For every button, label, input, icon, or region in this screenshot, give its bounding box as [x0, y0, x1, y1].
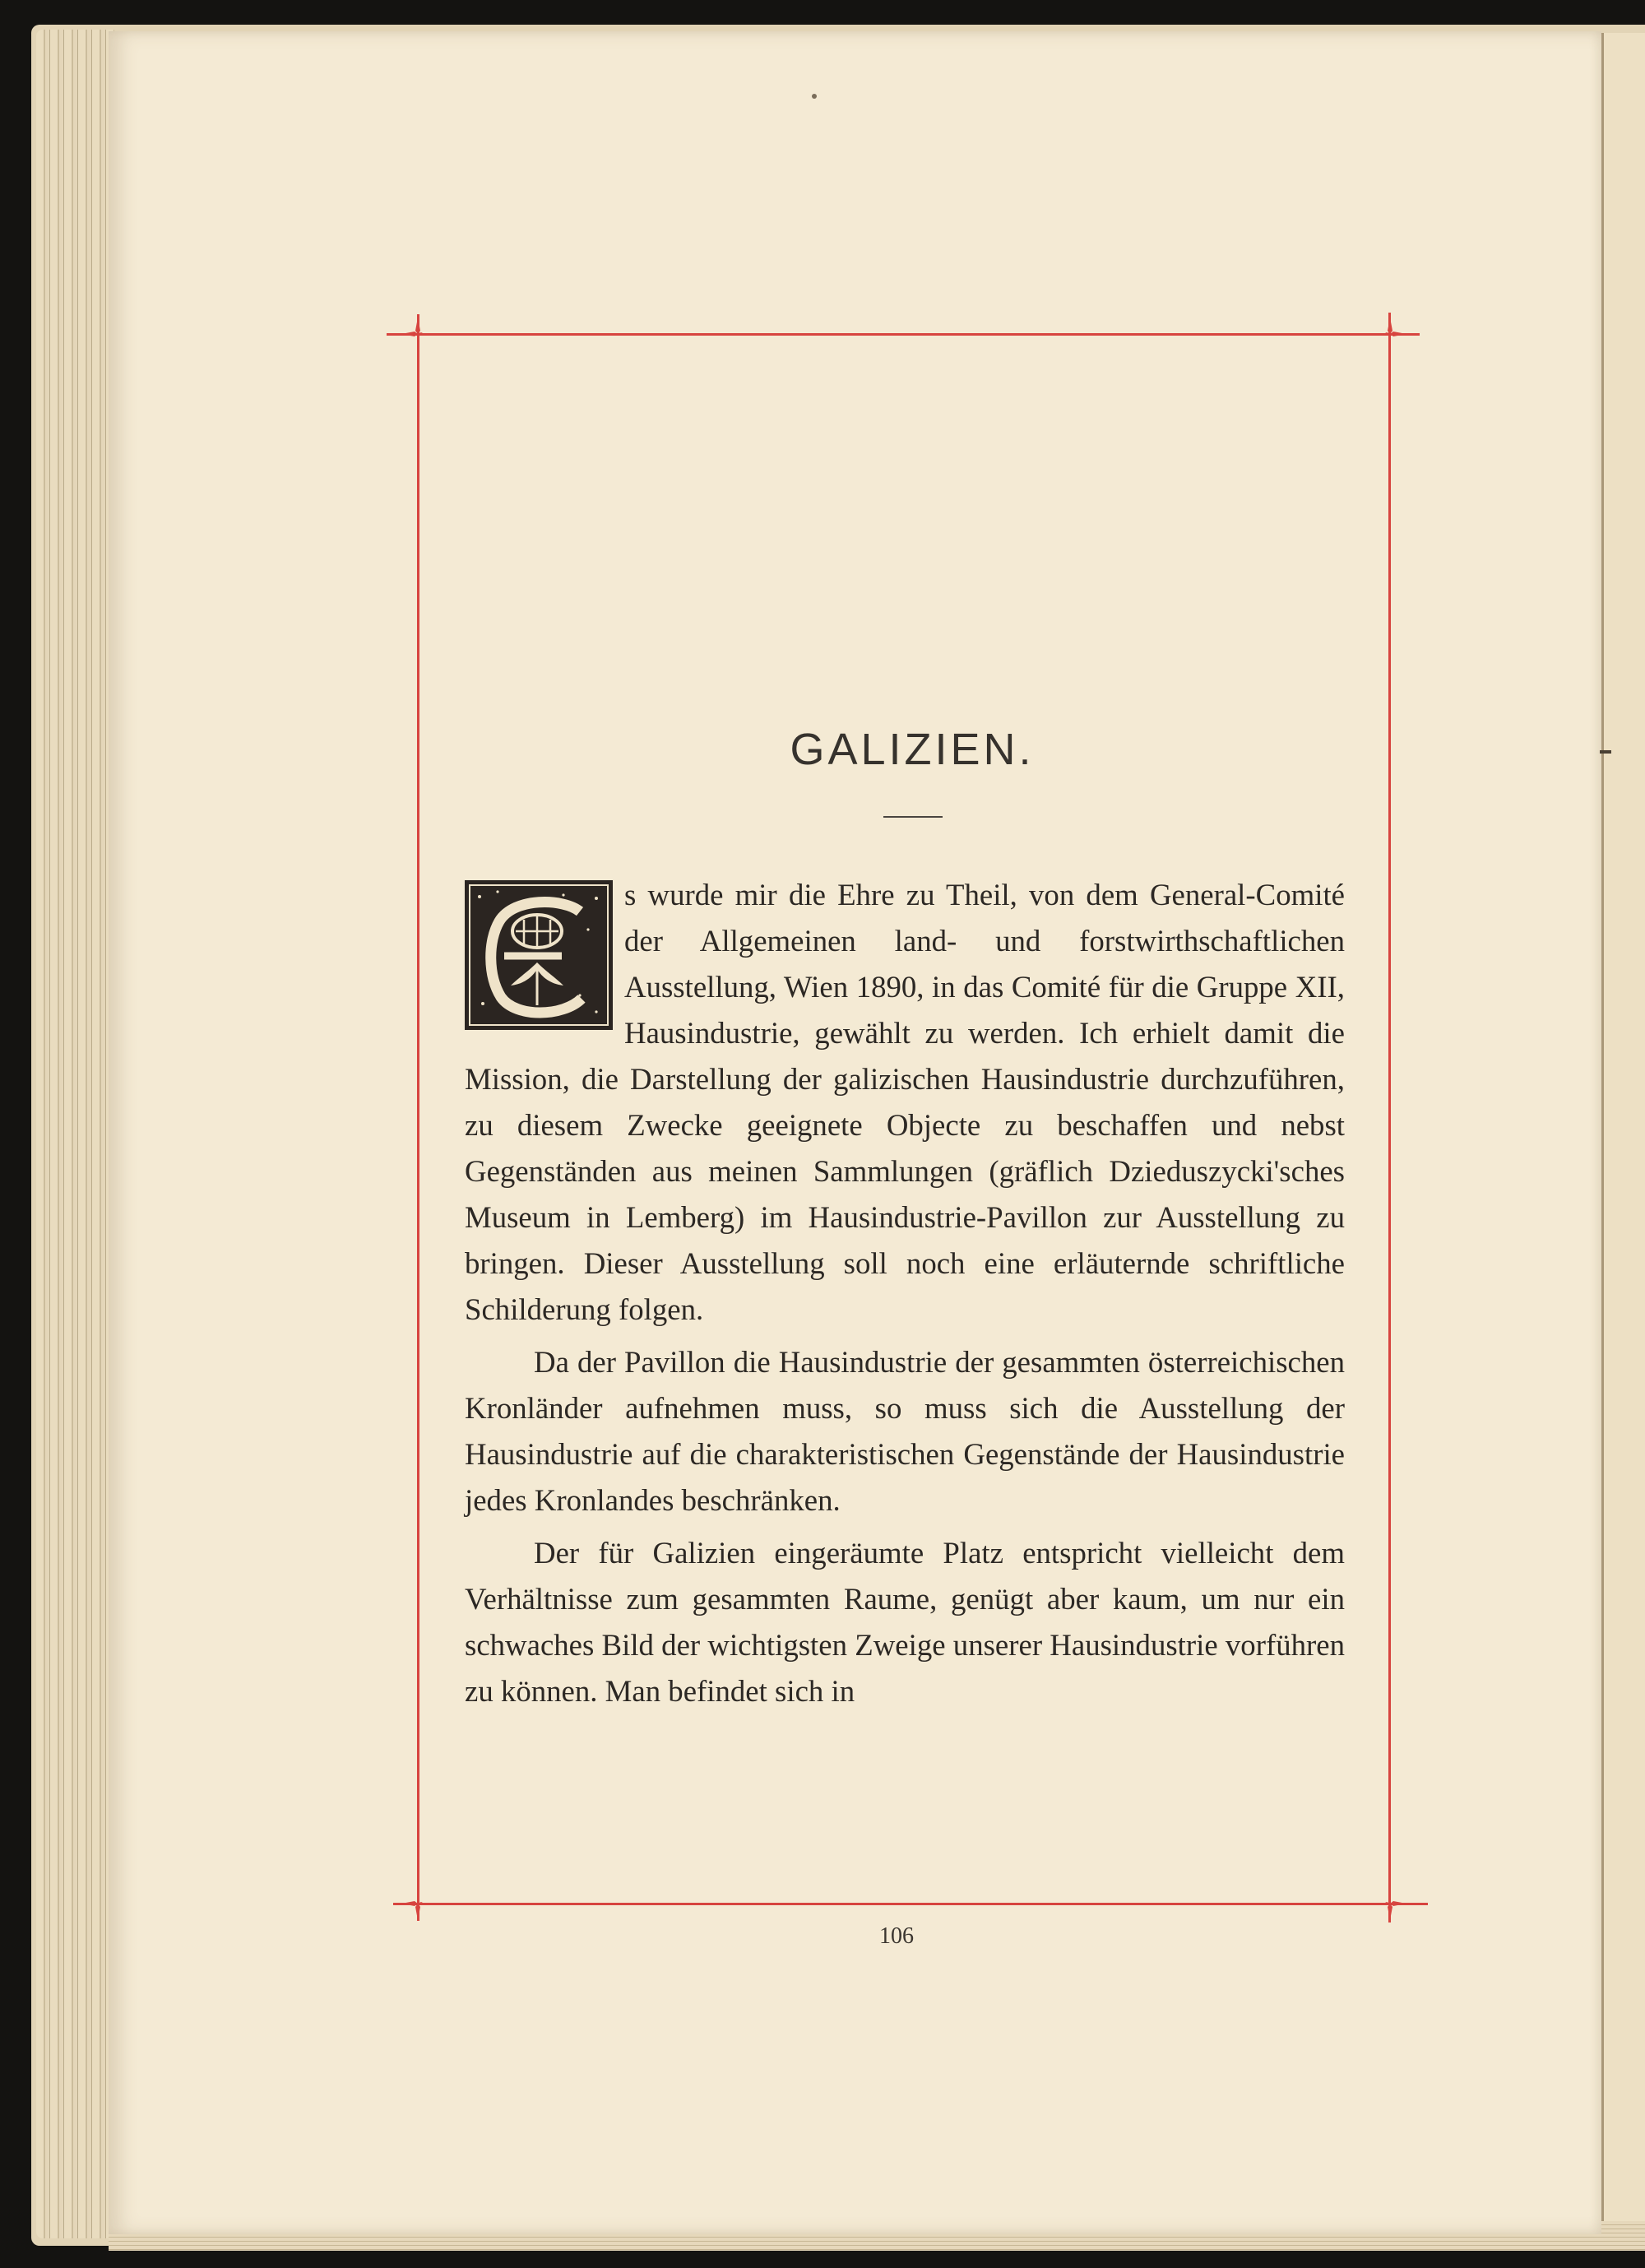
page-content [465, 724, 1345, 1714]
body-text [465, 872, 1345, 1714]
paragraph-2: Da der Pavillon die Hausindustrie der gesammten österreichischen Kronländer aufnehmen muss, so muss sich die Ausstellung der Hausindustrie auf die charakteristischen Gegenstände der Hausindustrie jedes Kronlandes beschränken. [465, 1345, 1345, 1517]
frame-left-rule [417, 314, 419, 1921]
page-edges [36, 30, 114, 2238]
chapter-title: GALIZIEN. [790, 725, 1035, 774]
page-mark [1600, 750, 1611, 754]
frame-corner-ornament-top-right [1372, 316, 1408, 352]
decorated-initial-e-icon [465, 880, 613, 1030]
title-rule [883, 816, 943, 818]
frame-corner-ornament-top-left [400, 316, 436, 352]
paragraph-3: Der für Galizien eingeräumte Platz entspricht vielleicht dem Verhältnisse zum gesammten Raume, genügt aber kaum, um nur ein schwaches Bild der wichtigsten Zweige unserer Hausindustrie vorführen zu können. Man befindet sich in [465, 1536, 1345, 1708]
frame-corner-ornament-bottom-left [400, 1885, 436, 1922]
paragraph-1 [465, 872, 1345, 1333]
page-number: 106 [879, 1923, 914, 1949]
frame-right-rule [1388, 313, 1391, 1922]
frame-corner-ornament-bottom-right [1372, 1885, 1408, 1922]
frame-top-rule [387, 333, 1420, 336]
paragraph-1-text: s wurde mir die Ehre zu Theil, von dem General-Comité der Allgemeinen land- und forstwirthschaftlichen Ausstellung, Wien 1890, in das Comité für die Gruppe XII, Hausindustrie, gewählt zu werden. Ich erhielt damit die Mission, die Darstellung der galizischen Hausindustrie durchzuführen, zu diesem Zwecke geeignete Objecte zu beschaffen und nebst Gegenständen aus meinen Sammlungen (gräflich Dzieduszycki'sches Museum in Lemberg) im Hausindustrie-Pavillon zur Ausstellung zu bringen. Dieser Ausstellung soll noch eine erläuternde schriftliche Schilderung folgen. [465, 878, 1345, 1326]
frame-bottom-rule [393, 1903, 1428, 1905]
facing-page-edge [1601, 33, 1645, 2238]
decorated-initial [465, 880, 613, 1030]
paper-speck [812, 94, 817, 99]
